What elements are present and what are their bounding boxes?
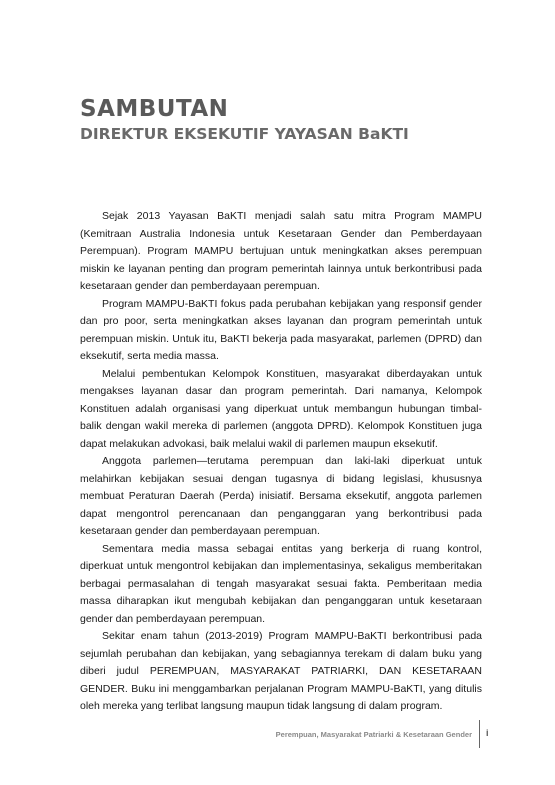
paragraph: Program MAMPU-BaKTI fokus pada perubahan kebijakan yang responsif gender dan pro poor, serta meningkatkan akses layanan dan program pemerintah untuk perempuan miskin. Untuk itu, BaKTI bekerja pada masyarakat, parlemen (DPRD) dan eksekutif, serta media massa. <box>80 297 482 362</box>
paragraph: Sekitar enam tahun (2013-2019) Program MAMPU-BaKTI berkontribusi pada sejumlah perubahan dan kebijakan, yang sebagiannya terekam di dalam buku yang diberi judul PEREMPUAN, MASYARAKAT PATRIARKI, DAN KESETARAAN GENDER. Buku ini menggambarkan perjalanan Program MAMPU-BaKTI, yang ditulis oleh mereka yang terlibat langsung maupun tidak langsung di dalam program. <box>80 630 482 712</box>
paragraph: Melalui pembentukan Kelompok Konstituen, masyarakat diberdayakan untuk mengakses layanan dasar dan program pemerintah. Dari namanya, Kelompok Konstituen adalah organisasi yang diperkuat untuk membangun hubungan timbal-balik dengan wakil mereka di parlemen (anggota DPRD). Kelompok Konstituen juga dapat melakukan advokasi, baik melalui wakil di parlemen maupun eksekutif. <box>80 367 482 450</box>
body-text <box>80 208 482 716</box>
running-footer: Perempuan, Masyarakat Patriarki & Kesetaraan Gender <box>275 730 472 739</box>
page-title: SAMBUTAN <box>80 96 229 122</box>
paragraph: Sejak 2013 Yayasan BaKTI menjadi salah satu mitra Program MAMPU (Kemitraan Australia Indonesia untuk Kesetaraan Gender dan Pemberdayaan Perempuan). Program MAMPU bertujuan untuk meningkatkan akses perempuan miskin ke layanan penting dan program pemerintah lainnya untuk berkontribusi pada kesetaraan gender dan pemberdayaan perempuan. <box>80 210 482 292</box>
page-number: i <box>486 728 489 738</box>
paragraph: Sementara media massa sebagai entitas yang berkerja di ruang kontrol, diperkuat untuk mengontrol kebijakan dan implementasinya, sekaligus memberitakan berbagai permasalahan di tengah masyarakat sesuai fakta. Pemberitaan media massa diharapkan ikut mengubah kebijakan dan penganggaran untuk kesetaraan gender dan pemberdayaan perempuan. <box>80 542 482 625</box>
paragraph: Anggota parlemen—terutama perempuan dan laki-laki diperkuat untuk melahirkan kebijakan sesuai dengan tugasnya di bidang legislasi, khususnya membuat Peraturan Daerah (Perda) inisiatif. Bersama eksekutif, anggota parlemen dapat mengontrol perencanaan dan penganggaran yang berkontribusi pada kesetaraan gender dan pemberdayaan perempuan. <box>80 455 482 537</box>
page-subtitle: DIREKTUR EKSEKUTIF YAYASAN BaKTI <box>80 125 409 143</box>
footer-divider <box>479 720 480 748</box>
